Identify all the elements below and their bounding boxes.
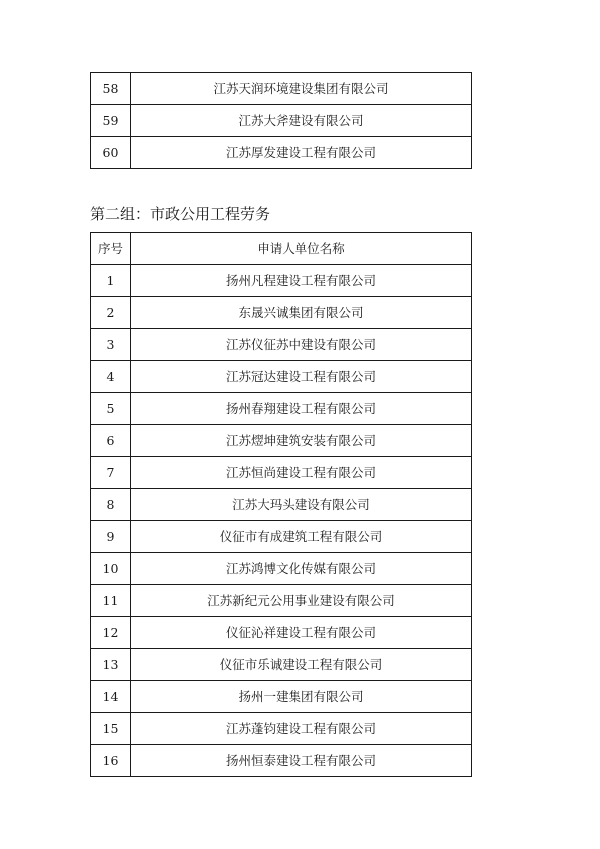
row-number: 10 [91, 553, 131, 585]
company-name: 江苏仪征苏中建设有限公司 [131, 329, 472, 361]
row-number: 2 [91, 297, 131, 329]
header-company-name: 申请人单位名称 [131, 233, 472, 265]
company-name: 江苏新纪元公用事业建设有限公司 [131, 585, 472, 617]
section-title: 市政公用工程劳务 [150, 205, 271, 223]
row-number: 60 [91, 137, 131, 169]
table-row [91, 137, 472, 169]
company-name: 江苏天润环境建设集团有限公司 [131, 73, 472, 105]
table-row [91, 585, 472, 617]
row-number: 14 [91, 681, 131, 713]
header-number: 序号 [91, 233, 131, 265]
company-name: 扬州春翔建设工程有限公司 [131, 393, 472, 425]
table-row [91, 329, 472, 361]
company-name: 仪征市有成建筑工程有限公司 [131, 521, 472, 553]
table-group-1-continued [90, 72, 472, 169]
row-number: 7 [91, 457, 131, 489]
company-name: 江苏冠达建设工程有限公司 [131, 361, 472, 393]
company-name: 江苏大斧建设有限公司 [131, 105, 472, 137]
table-row [91, 553, 472, 585]
company-name: 扬州恒泰建设工程有限公司 [131, 745, 472, 777]
table-row [91, 649, 472, 681]
company-name: 扬州凡程建设工程有限公司 [131, 265, 472, 297]
table-row [91, 105, 472, 137]
table-row [91, 425, 472, 457]
row-number: 15 [91, 713, 131, 745]
company-name: 江苏恒尚建设工程有限公司 [131, 457, 472, 489]
table-row [91, 457, 472, 489]
company-name: 仪征沁祥建设工程有限公司 [131, 617, 472, 649]
row-number: 6 [91, 425, 131, 457]
company-name: 仪征市乐诚建设工程有限公司 [131, 649, 472, 681]
row-number: 11 [91, 585, 131, 617]
row-number: 9 [91, 521, 131, 553]
company-name: 江苏大玛头建设有限公司 [131, 489, 472, 521]
row-number: 1 [91, 265, 131, 297]
section-separator: ： [135, 205, 151, 223]
table-row [91, 681, 472, 713]
row-number: 3 [91, 329, 131, 361]
company-name: 江苏厚发建设工程有限公司 [131, 137, 472, 169]
company-name: 东晟兴诚集团有限公司 [131, 297, 472, 329]
company-name: 江苏蓬钧建设工程有限公司 [131, 713, 472, 745]
table-row [91, 265, 472, 297]
row-number: 13 [91, 649, 131, 681]
section-label: 第二组 [90, 205, 136, 223]
table-group-2 [90, 232, 472, 777]
table-row [91, 361, 472, 393]
row-number: 16 [91, 745, 131, 777]
table-row [91, 521, 472, 553]
table-row [91, 393, 472, 425]
row-number: 5 [91, 393, 131, 425]
table-row [91, 617, 472, 649]
table-header-row [91, 233, 472, 265]
company-name: 扬州一建集团有限公司 [131, 681, 472, 713]
table-row [91, 73, 472, 105]
company-name: 江苏鸿博文化传媒有限公司 [131, 553, 472, 585]
company-name: 江苏熤坤建筑安装有限公司 [131, 425, 472, 457]
row-number: 58 [91, 73, 131, 105]
row-number: 12 [91, 617, 131, 649]
row-number: 8 [91, 489, 131, 521]
table-row [91, 745, 472, 777]
table-row [91, 489, 472, 521]
table-row [91, 297, 472, 329]
table-row [91, 713, 472, 745]
section-heading [90, 205, 270, 223]
row-number: 59 [91, 105, 131, 137]
row-number: 4 [91, 361, 131, 393]
